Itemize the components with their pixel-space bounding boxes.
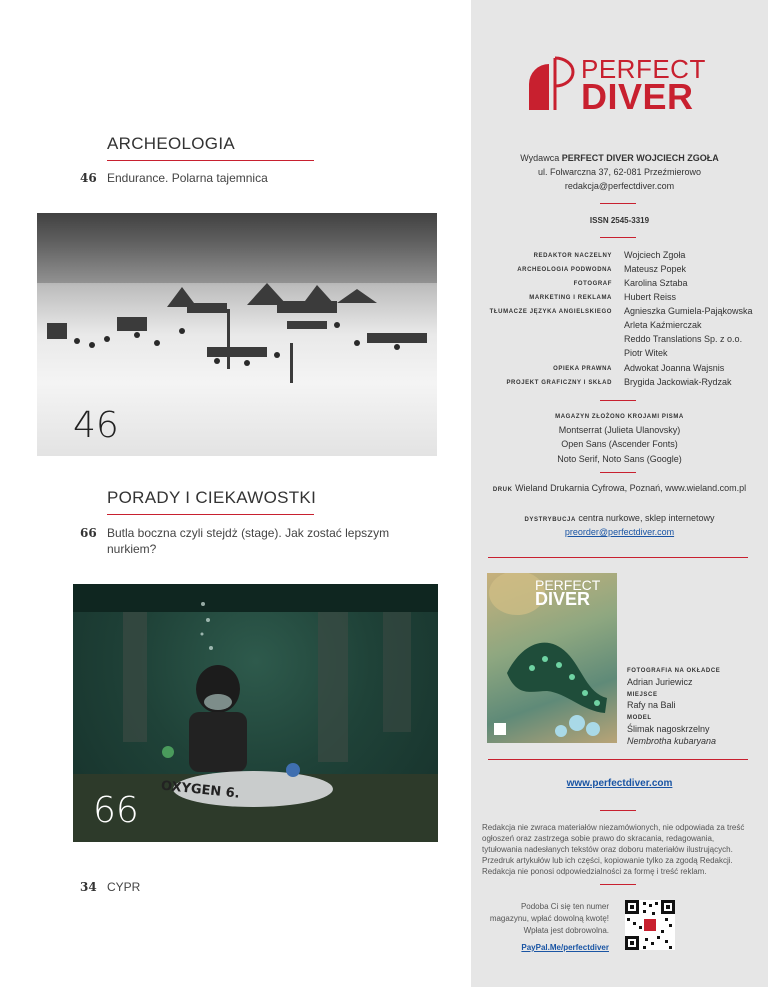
font-line: Noto Serif, Noto Sans (Google) [557, 454, 682, 464]
magazine-cover-thumbnail[interactable] [487, 573, 617, 743]
photo-page-number: 66 [93, 790, 139, 831]
cover-label: FOTOGRAFIA NA OKŁADCE [627, 668, 721, 674]
divider [488, 557, 748, 558]
credit-role: OPIEKA PRAWNA [553, 366, 612, 372]
disclaimer-text: Redakcja nie zwraca materiałów niezamówionych, nie odpowiada za treść ogłoszeń oraz zastrzega sobie prawo do skracania, redagowania, tytułowania nadesłanych tekstów oraz doboru materiałów ilustrujących. Przedruk artykułów lub ich części, kopiowanie tylko za zgodą Redakcji. Redakcja nie ponosi odpowiedzialności za formę i treść reklam. [482, 823, 745, 876]
credit-name: Reddo Translations Sp. z o.o. [624, 334, 743, 344]
perfect-diver-logo [527, 54, 717, 117]
cover-value: Rafy na Bali [627, 700, 676, 710]
website-row [471, 778, 768, 789]
font-line: Open Sans (Ascender Fonts) [561, 439, 678, 449]
page-number: 46 [80, 171, 97, 185]
credit-name: Karolina Sztaba [624, 278, 688, 288]
credit-name: Piotr Witek [624, 348, 668, 358]
barcode-icon [494, 723, 506, 735]
cover-title-perfect: PERFECT [535, 577, 601, 593]
distribution-line [471, 513, 768, 523]
print-value: Wieland Drukarnia Cyfrowa, Poznań, www.wieland.com.pl [515, 483, 747, 493]
credit-name: Adwokat Joanna Wajsnis [624, 363, 725, 373]
logo-text-perfect: PERFECT [581, 54, 706, 84]
article-title[interactable]: Endurance. Polarna tajemnica [107, 171, 268, 185]
divider [600, 472, 636, 473]
credit-name: Brygida Jackowiak-Rydzak [624, 377, 732, 387]
credit-role: PROJEKT GRAFICZNY I SKŁAD [506, 380, 612, 386]
cover-value: Adrian Juriewicz [627, 677, 693, 687]
publisher-line [471, 153, 768, 163]
divider [600, 884, 636, 885]
distribution-label: DYSTRYBUCJA [524, 517, 576, 523]
paypal-row [488, 942, 609, 954]
qr-code-icon[interactable] [625, 900, 675, 950]
qr-code-graphic [625, 900, 675, 950]
photo-polar-expedition [37, 213, 437, 456]
preorder-email-link[interactable]: preorder@perfectdiver.com [564, 527, 675, 537]
cover-value-latin: Nembrotha kubaryana [627, 736, 717, 746]
credit-name: Mateusz Popek [624, 264, 687, 274]
paypal-link[interactable]: PayPal.Me/perfectdiver [521, 943, 609, 952]
section-divider [107, 514, 314, 515]
distribution-value: centra nurkowe, sklep internetowy [578, 513, 715, 523]
credit-role: TŁUMACZE JĘZYKA ANGIELSKIEGO [489, 309, 612, 315]
cover-title-diver: DIVER [535, 589, 591, 609]
divider [600, 237, 636, 238]
divider [600, 810, 636, 811]
credit-role: REDAKTOR NACZELNY [533, 253, 612, 259]
publisher-email[interactable]: redakcja@perfectdiver.com [564, 181, 675, 191]
credit-name: Wojciech Zgoła [624, 250, 686, 260]
page-number: 34 [80, 880, 97, 894]
credit-role: MARKETING I REKLAMA [529, 295, 612, 301]
credit-role: ARCHEOLOGIA PODWODNA [517, 267, 612, 273]
donate-line: magazynu, wpłać dowolną kwotę! [489, 914, 609, 923]
website-link[interactable]: www.perfectdiver.com [566, 778, 673, 789]
section-divider [107, 160, 314, 161]
page-number: 66 [80, 526, 97, 540]
cover-value: Ślimak nagoskrzelny [627, 724, 710, 734]
article-title[interactable]: CYPR [107, 880, 141, 894]
cover-label: MIEJSCE [627, 692, 658, 698]
publisher-name: PERFECT DIVER WOJCIECH ZGOŁA [561, 153, 719, 163]
logo-mark-icon [527, 54, 577, 112]
credit-name: Agnieszka Gumiela-Pająkowska [624, 306, 753, 316]
credit-role: FOTOGRAF [573, 281, 612, 287]
credit-name: Arleta Kaźmierczak [624, 320, 702, 330]
issn: ISSN 2545-3319 [589, 216, 650, 225]
divider [600, 203, 636, 204]
distribution-email-row [471, 527, 768, 537]
article-title[interactable]: Butla boczna czyli stejdż (stage). Jak zostać lepszym nurkiem? [107, 526, 390, 556]
photo-diver-underwater [73, 584, 438, 842]
section-title: ARCHEOLOGIA [107, 134, 235, 153]
donate-line: Podoba Ci się ten numer [520, 902, 609, 911]
donate-line: Wpłata jest dobrowolna. [523, 926, 609, 935]
section-title: PORADY I CIEKAWOSTKI [107, 488, 317, 507]
svg-text:OXYGEN 6.: OXYGEN 6. [160, 778, 241, 802]
photo-page-number: 46 [73, 405, 119, 446]
fonts-label: MAGAZYN ZŁOŻONO KROJAMI PISMA [555, 414, 684, 420]
publisher-prefix: Wydawca [520, 153, 560, 163]
divider [600, 400, 636, 401]
print-label: DRUK [492, 487, 513, 493]
divider [488, 759, 748, 760]
logo-text-diver: DIVER [581, 76, 694, 117]
font-line: Montserrat (Julieta Ulanovsky) [558, 425, 681, 435]
credit-name: Hubert Reiss [624, 292, 677, 302]
print-line [471, 483, 768, 493]
publisher-address: ul. Folwarczna 37, 62-081 Przeźmierowo [537, 167, 702, 177]
cover-label: MODEL [627, 715, 652, 721]
